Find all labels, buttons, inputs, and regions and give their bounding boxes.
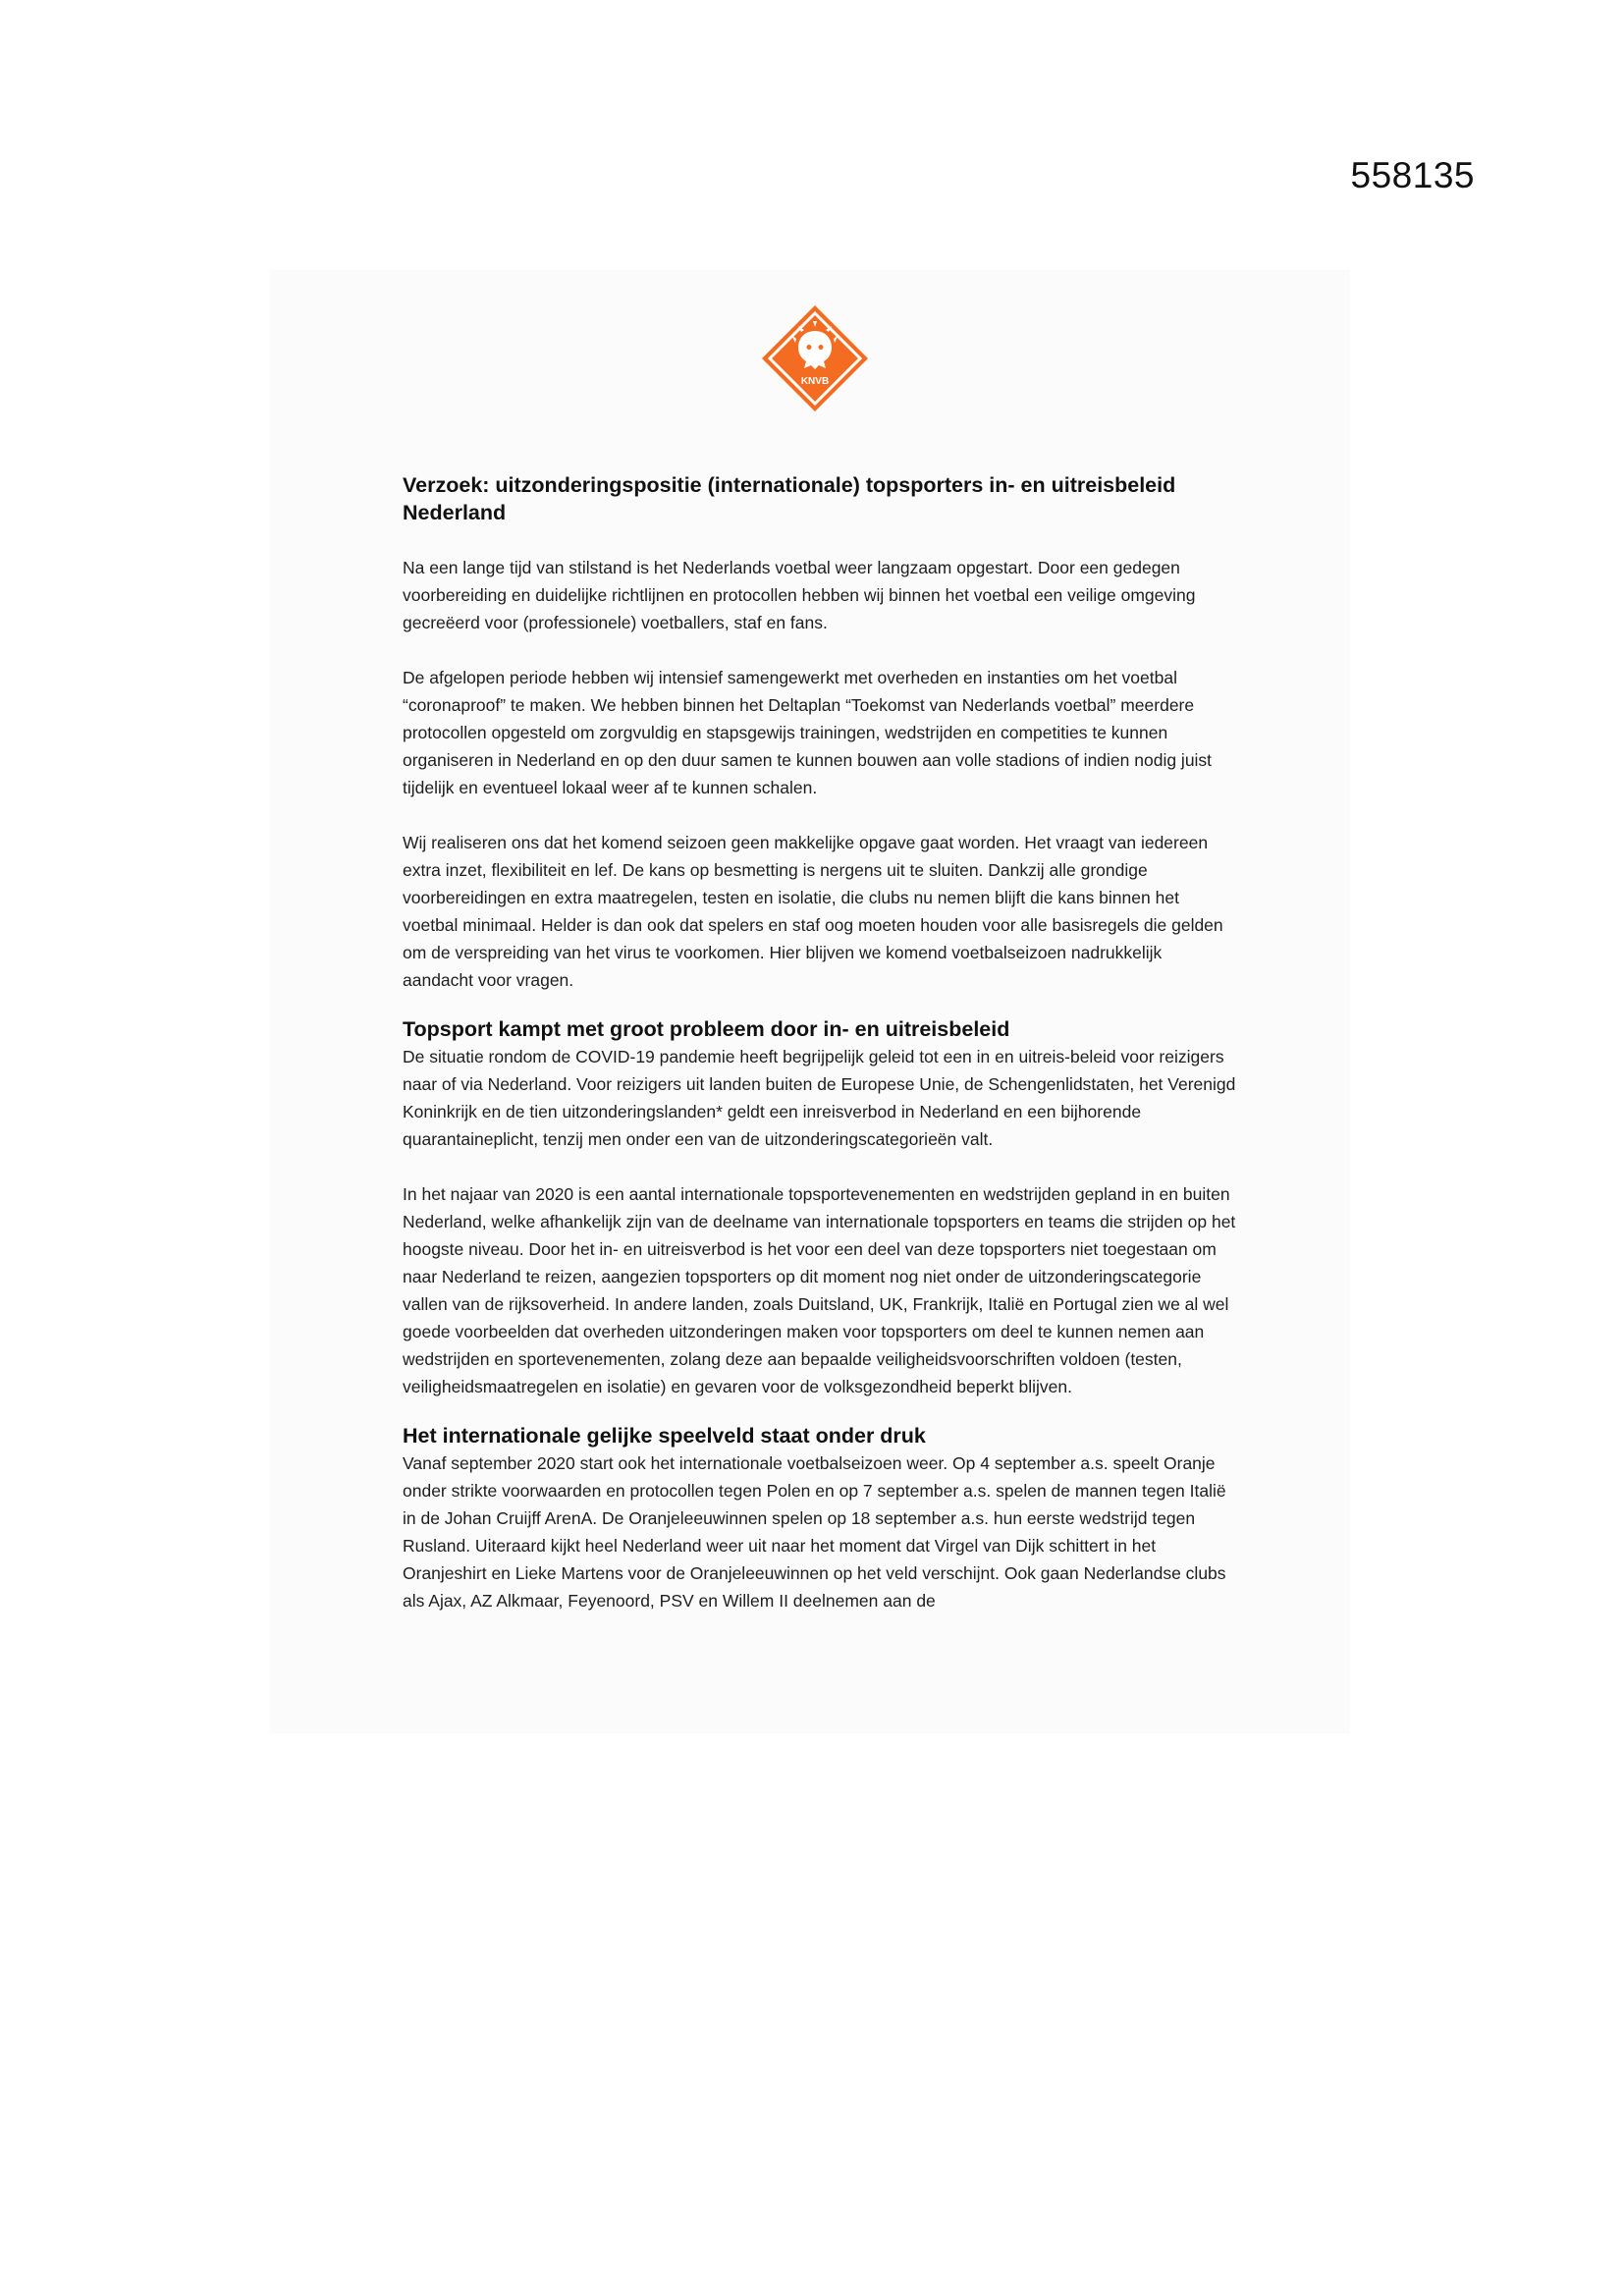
- section-heading-topsport: Topsport kampt met groot probleem door in- en uitreisbeleid: [403, 1017, 1010, 1041]
- document-number: 558135: [1350, 155, 1475, 195]
- intro-paragraph: De afgelopen periode hebben wij intensief samengewerkt met overheden en instanties om het voetbal “coronaproof” te maken. We hebben binnen het Deltaplan “Toekomst van Nederlands voetbal” meerdere protocollen opgesteld om zorgvuldig en stapsgewijs trainingen, wedstrijden en competities te kunnen organiseren in Nederland en op den duur samen te kunnen bouwen aan volle stadions of indien nodig juist tijdelijk en eventueel lokaal weer af te kunnen schalen.: [403, 668, 1213, 797]
- section-paragraph: In het najaar van 2020 is een aantal internationale topsportevenementen en wedstrijden gepland in en buiten Nederland, welke afhankelijk zijn van de deelname van internationale topsporters en teams die strijden op het hoogste niveau. Door het in- en uitreisverbod is het voor een deel van deze topsporters niet toegestaan om naar Nederland te reizen, aangezien topsporters op dit moment nog niet onder de uitzonderingscategorie vallen van de rijksoverheid. In andere landen, zoals Duitsland, UK, Frankrijk, Italië en Portugal zien we al wel goede voorbeelden dat overheden uitzonderingen maken voor topsporters om deel te kunnen nemen aan wedstrijden en sportevenementen, zolang deze aan bepaalde veiligheidsvoorschriften voldoen (testen, veiligheidsmaatregelen en isolatie) en gevaren voor de volksgezondheid beperkt blijven.: [403, 1184, 1236, 1396]
- intro-paragraph: Wij realiseren ons dat het komend seizoen geen makkelijke opgave gaat worden. Het vraagt van iedereen extra inzet, flexibiliteit en lef. De kans op besmetting is nergens uit te sluiten. Dankzij alle grondige voorbereidingen en extra maatregelen, testen en isolatie, die clubs nu nemen blijft die kans binnen het voetbal minimaal. Helder is dan ook dat spelers en staf oog moeten houden voor alle basisregels die gelden om de verspreiding van het virus te voorkomen. Hier blijven we komend voetbalseizoen nadrukkelijk aandacht voor vragen.: [403, 833, 1223, 990]
- logo-text: KNVB: [800, 376, 830, 387]
- section-paragraph: Vanaf september 2020 start ook het internationale voetbalseizoen weer. Op 4 september a.s. speelt Oranje onder strikte voorwaarden en protocollen tegen Polen en op 7 september a.s. spelen de mannen tegen Italië in de Johan Cruijff ArenA. De Oranjeleeuwinnen spelen op 18 september a.s. hun eerste wedstrijd tegen Rusland. Uiteraard kijkt heel Nederland weer uit naar het moment dat Virgel van Dijk schittert in het Oranjeshirt en Lieke Martens voor de Oranjeleeuwinnen op het veld verschijnt. Ook gaan Nederlandse clubs als Ajax, AZ Alkmaar, Feyenoord, PSV en Willem II deelnemen aan de: [403, 1453, 1226, 1611]
- knvb-logo: [756, 300, 874, 417]
- document-body: [403, 471, 1237, 1614]
- section-paragraph: De situatie rondom de COVID-19 pandemie heeft begrijpelijk geleid tot een in en uitreis-beleid voor reizigers naar of via Nederland. Voor reizigers uit landen buiten de Europese Unie, de Schengenlidstaten, het Verenigd Koninkrijk en de tien uitzonderingslanden* geldt een inreisverbod in Nederland en een bijhorende quarantaineplicht, tenzij men onder een van de uitzonderingscategorieën valt.: [403, 1047, 1236, 1149]
- document-title: Verzoek: uitzonderingspositie (internationale) topsporters in- en uitreisbeleid Nederland: [403, 473, 1176, 524]
- section-heading-speelveld: Het internationale gelijke speelveld staat onder druk: [403, 1424, 926, 1448]
- intro-paragraph: Na een lange tijd van stilstand is het Nederlands voetbal weer langzaam opgestart. Door een gedegen voorbereiding en duidelijke richtlijnen en protocollen hebben wij binnen het voetbal een veilige omgeving gecreëerd voor (professionele) voetballers, staf en fans.: [403, 558, 1196, 632]
